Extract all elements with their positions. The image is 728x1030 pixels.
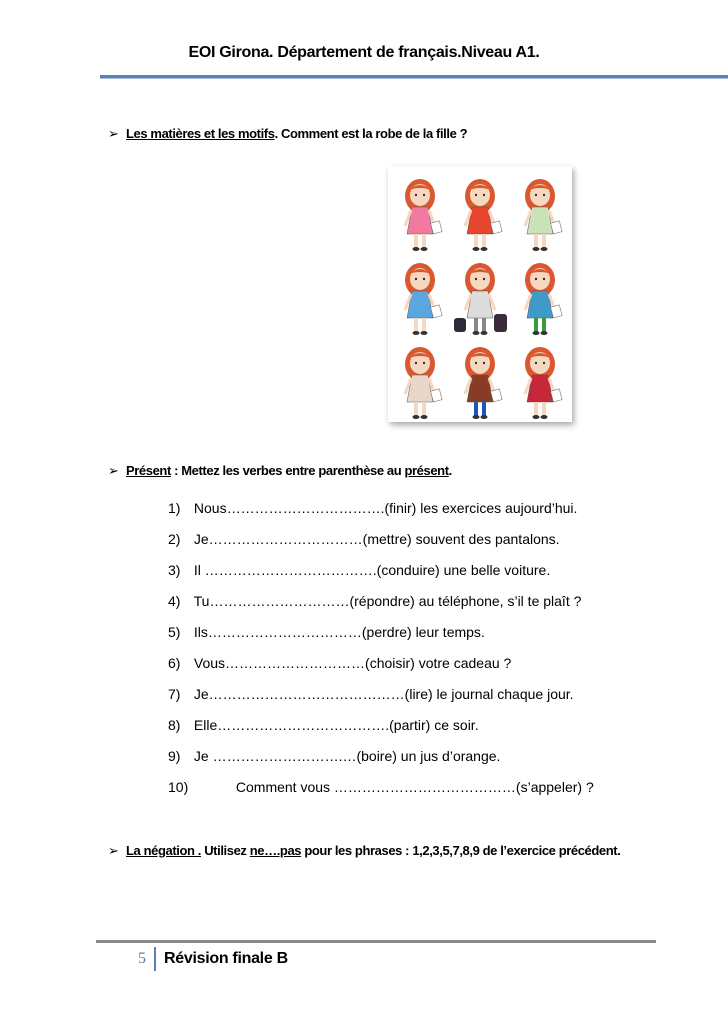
girl-figure — [454, 263, 507, 335]
girl-leg — [422, 318, 426, 332]
section-materials-topic: Les matières et les motifs — [126, 126, 275, 141]
girl-figure — [525, 347, 562, 419]
exercise-item — [168, 686, 574, 702]
exercise-text: Je ……………………….…(boire) un jus d’orange. — [193, 748, 501, 764]
girl-shoe — [473, 331, 480, 335]
girl-eye — [475, 194, 477, 196]
exercise-text: Il ……………………………….(conduire) une belle voiture. — [193, 562, 551, 578]
exercise-item — [168, 593, 581, 609]
girl-shoe — [541, 415, 548, 419]
exercise-text: Tu…………………………(répondre) au téléphone, s’il te plaît ? — [193, 593, 582, 609]
girl-leg — [414, 402, 418, 416]
girl-shoe — [421, 247, 428, 251]
girl-shoe — [533, 415, 540, 419]
girl-shoe — [533, 247, 540, 251]
section-materials-question: . Comment est la robe de la fille ? — [274, 126, 468, 141]
exercise-number: 7) — [168, 686, 181, 702]
girl-leg — [422, 234, 426, 248]
girl-suitcase — [494, 314, 507, 332]
exercise-item — [168, 779, 594, 795]
exercise-item — [168, 500, 577, 516]
girl-leg — [534, 318, 538, 332]
girl-figure — [405, 263, 442, 335]
section-present-keyword: présent — [404, 463, 449, 478]
exercise-item — [168, 748, 500, 764]
section-negation-topic: La négation . — [126, 843, 201, 858]
page-header: EOI Girona. Département de français.Niveau A1. — [188, 44, 540, 61]
page-footer — [138, 945, 288, 973]
arrow-bullet-icon: ➢ — [108, 843, 119, 858]
section-present-topic: Présent — [126, 463, 171, 478]
exercise-text: Comment vous …………………………………(s’appeler) ? — [235, 779, 594, 795]
girl-leg — [414, 318, 418, 332]
girl-eye — [415, 194, 417, 196]
section-present — [108, 463, 452, 479]
girl-shoe — [413, 247, 420, 251]
exercise-text: Je……………………………………(lire) le journal chaque jour. — [193, 686, 574, 702]
girl-figure — [465, 347, 502, 419]
girl-eye — [423, 362, 425, 364]
exercise-number: 4) — [168, 593, 181, 609]
exercise-number: 2) — [168, 531, 181, 547]
section-negation-text-end: pour les phrases : 1,2,3,5,7,8,9 de l’exercice précédent. — [301, 843, 621, 858]
girl-figure — [465, 179, 502, 251]
girl-shoe — [421, 331, 428, 335]
exercise-text: Je……………………………(mettre) souvent des pantalons. — [193, 531, 560, 547]
section-negation — [108, 843, 620, 859]
girl-eye — [423, 194, 425, 196]
girl-shoe — [413, 415, 420, 419]
girl-leg — [482, 402, 486, 416]
girl-shoe — [421, 415, 428, 419]
girl-eye — [543, 362, 545, 364]
girl-eye — [415, 362, 417, 364]
exercise-number: 8) — [168, 717, 181, 733]
girl-eye — [535, 194, 537, 196]
girl-eye — [415, 278, 417, 280]
girls-illustration-icon — [388, 166, 572, 422]
arrow-bullet-icon: ➢ — [108, 463, 119, 478]
girl-suitcase — [454, 318, 466, 332]
exercise-number: 10) — [168, 779, 189, 795]
arrow-bullet-icon: ➢ — [108, 126, 119, 141]
girl-leg — [542, 402, 546, 416]
girl-leg — [474, 402, 478, 416]
exercise-number: 6) — [168, 655, 181, 671]
girl-leg — [534, 402, 538, 416]
girl-shoe — [533, 331, 540, 335]
girl-shoe — [481, 247, 488, 251]
exercise-number: 3) — [168, 562, 181, 578]
girl-leg — [414, 234, 418, 248]
exercise-number: 9) — [168, 748, 181, 764]
girl-eye — [535, 362, 537, 364]
page-number: 5 — [138, 947, 156, 971]
exercise-text: Ils……………………………(perdre) leur temps. — [193, 624, 485, 640]
exercise-text: Nous…………………………….(finir) les exercices aujourd’hui. — [193, 500, 578, 516]
header-divider — [100, 75, 728, 79]
girl-leg — [422, 402, 426, 416]
exercise-item — [168, 717, 479, 733]
girl-eye — [543, 278, 545, 280]
exercise-number: 5) — [168, 624, 181, 640]
exercise-number: 1) — [168, 500, 181, 516]
exercise-item — [168, 562, 550, 578]
girl-figure — [525, 179, 562, 251]
girl-shoe — [481, 415, 488, 419]
girl-eye — [423, 278, 425, 280]
girl-figure — [405, 347, 442, 419]
exercise-item — [168, 624, 485, 640]
girl-eye — [483, 194, 485, 196]
section-negation-keyword: ne….pas — [249, 843, 302, 858]
section-present-instruction: : Mettez les verbes entre parenthèse au — [170, 463, 405, 478]
girl-shoe — [481, 331, 488, 335]
girl-eye — [543, 194, 545, 196]
girl-leg — [542, 318, 546, 332]
girl-figure — [525, 263, 562, 335]
girls-dresses-illustration — [388, 166, 572, 422]
section-present-period: . — [448, 463, 452, 478]
girl-leg — [534, 234, 538, 248]
section-negation-text: Utilisez — [200, 843, 250, 858]
girl-figure — [405, 179, 442, 251]
girl-leg — [474, 234, 478, 248]
girl-eye — [475, 362, 477, 364]
girl-shoe — [541, 247, 548, 251]
exercise-item — [168, 531, 560, 547]
section-materials — [108, 126, 467, 142]
girl-shoe — [473, 415, 480, 419]
girl-eye — [483, 362, 485, 364]
exercise-text: Vous…………………………(choisir) votre cadeau ? — [193, 655, 512, 671]
girl-leg — [542, 234, 546, 248]
girl-leg — [474, 318, 478, 332]
girl-eye — [483, 278, 485, 280]
girl-eye — [535, 278, 537, 280]
girl-leg — [482, 234, 486, 248]
exercise-item — [168, 655, 511, 671]
girl-leg — [482, 318, 486, 332]
girl-shoe — [473, 247, 480, 251]
exercise-text: Elle……………………………….(partir) ce soir. — [193, 717, 479, 733]
footer-divider — [96, 940, 656, 943]
footer-title: Révision finale B — [164, 950, 288, 967]
girl-shoe — [541, 331, 548, 335]
girl-eye — [475, 278, 477, 280]
girl-shoe — [413, 331, 420, 335]
